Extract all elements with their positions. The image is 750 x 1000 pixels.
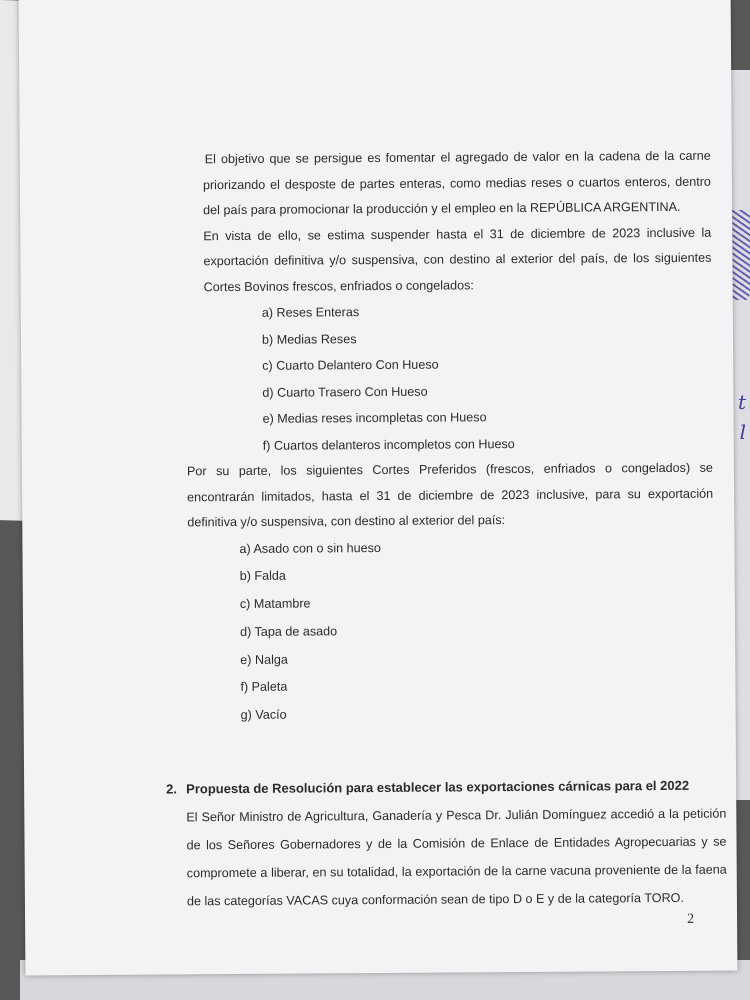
list-item: b) Falda [239,568,286,584]
handwriting-mark: t [737,390,746,414]
section-paragraph: El Señor Ministro de Agricultura, Ganadería y Pesca Dr. Julián Domínguez accedió a la petición de los Señores Gobernadores y de la Comisión de Enlace de Entidades Agropecuarias y se compromete a liberar, en su totalidad, la exportación de la carne vacuna proveniente de la faena de las categorías VACAS cuya conformación sean de tipo D o E y de la categoría TORO. [186,806,727,909]
section-heading [166,772,726,804]
list-item: g) Vacío [240,707,287,723]
list-item: c) Cuarto Delantero Con Hueso [262,357,439,373]
list-item: c) Matambre [239,596,311,612]
list-item: e) Nalga [240,652,288,667]
suspension-paragraph: En vista de ello, se estima suspender hasta el 31 de diciembre de 2023 inclusive la exportación definitiva y/o suspensiva, con destino al exterior del país, de los siguientes Cortes Bovinos frescos, enfriados o congelados: [203,225,712,294]
list-item: b) Medias Reses [261,331,357,347]
list-item: a) Reses Enteras [261,305,360,320]
document-body [186,144,715,731]
section-2 [166,772,727,916]
list-item: f) Cuartos delanteros incompletos con Hueso [262,436,515,453]
list-item: f) Paleta [240,680,288,695]
handwriting-mark: l [739,420,746,444]
list-item: d) Cuarto Trasero Con Hueso [262,384,428,400]
page-number: 2 [687,911,695,927]
section-number: 2. [166,781,178,797]
suspended-cuts-list [262,297,713,459]
document-page [19,0,738,975]
section-title: Propuesta de Resolución para establecer las exportaciones cárnicas para el 2022 [186,777,690,797]
limited-paragraph: Por su parte, los siguientes Cortes Preferidos (frescos, enfriados o congelados) se encontrarán limitados, hasta el 31 de diciembre de 2023 inclusive, para su exportación definitiva y/o suspensiva, con destino al exterior del país: [186,460,714,530]
intro-paragraph: El objetivo que se persigue es fomentar el agregado de valor en la cadena de la carne priorizando el desposte de partes enteras, como medias reses o cuartos enteros, dentro del país para promocionar la producción y el empleo en la REPÚBLICA ARGENTINA. [202,148,711,218]
list-item: e) Medias reses incompletas con Hueso [262,410,487,426]
limited-cuts-list [239,532,714,730]
list-item: a) Asado con o sin hueso [239,540,381,556]
list-item: d) Tapa de asado [240,624,338,639]
